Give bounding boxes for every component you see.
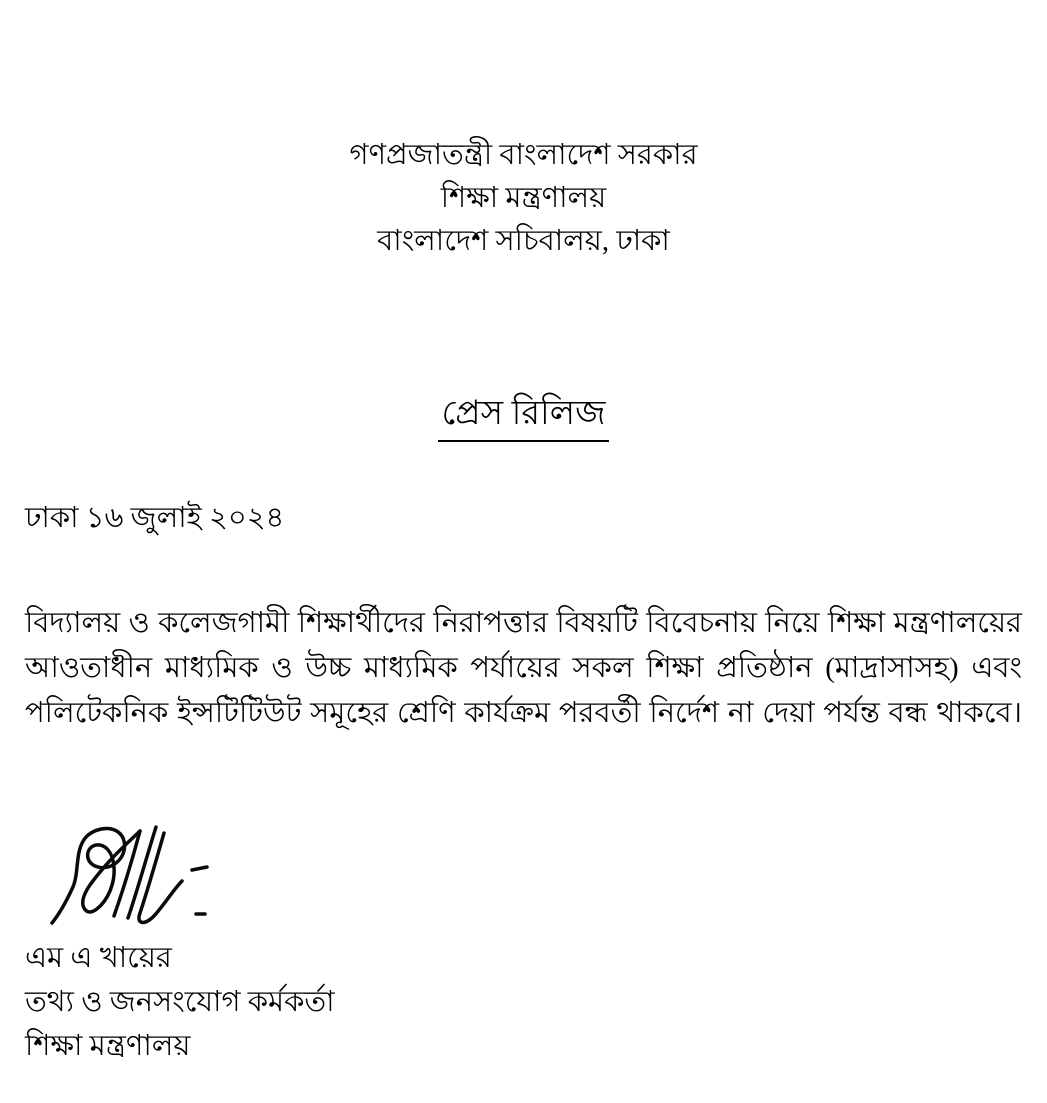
secretariat-address: বাংলাদেশ সচিবালয়, ঢাকা <box>377 225 670 257</box>
signatory-block <box>25 936 335 1068</box>
government-name: গণপ্রজাতন্ত্রী বাংলাদেশ সরকার <box>349 139 698 171</box>
body-line: বিদ্যালয় ও কলেজগামী শিক্ষার্থীদের নিরাপত্তার বিষয়টি বিবেচনায় নিয়ে শিক্ষা মন্ত্রণালয়ের <box>25 607 1022 639</box>
signatory-organization: শিক্ষা মন্ত্রণালয় <box>25 1030 191 1062</box>
body-line: পলিটেকনিক ইন্সটিটিউট সমূহের শ্রেণি কার্যক্রম পরবর্তী নির্দেশ না দেয়া পর্যন্ত বন্ধ থাকবে। <box>25 697 1022 729</box>
signatory-designation: তথ্য ও জনসংযোগ কর্মকর্তা <box>25 986 335 1018</box>
ministry-name: শিক্ষা মন্ত্রণালয় <box>440 182 607 214</box>
body-paragraph <box>25 601 1022 736</box>
title-row <box>0 393 1047 442</box>
body-line: আওতাধীন মাধ্যমিক ও উচ্চ মাধ্যমিক পর্যায়ের সকল শিক্ষা প্রতিষ্ঠান (মাদ্রাসাসহ) এবং <box>25 652 1022 684</box>
page-title: প্রেস রিলিজ <box>438 393 608 442</box>
signatory-name: এম এ খায়ের <box>25 942 172 974</box>
handwritten-signature <box>46 817 216 935</box>
dateline: ঢাকা ১৬ জুলাই ২০২৪ <box>25 502 285 534</box>
letterhead <box>0 134 1047 263</box>
